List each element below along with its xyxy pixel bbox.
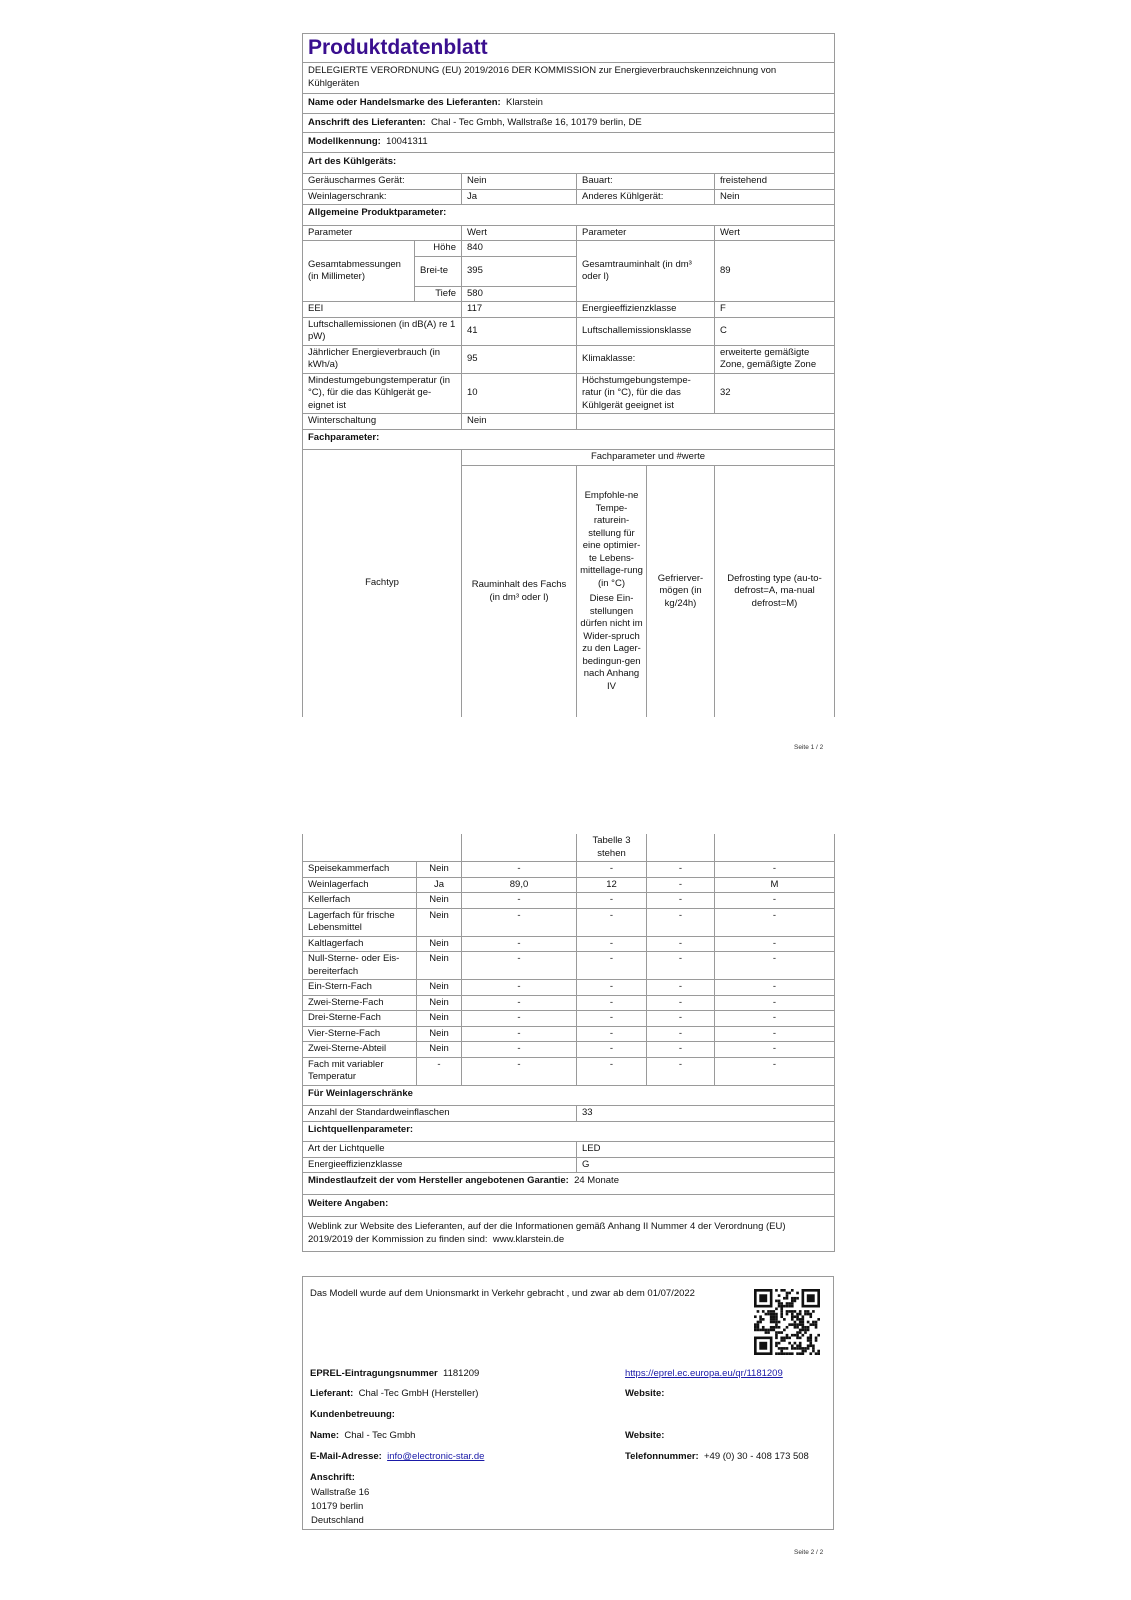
address-lines: Wallstraße 16 10179 berlin Deutschland [311,1487,370,1526]
qr-code-icon [754,1289,820,1355]
param-row: Luftschallemissionen (in dB(A) re 1 pW) 41 Luftschallemissionsklasse C [303,317,835,345]
fach-row [303,952,835,980]
eprel-row: EPREL-Eintragungsnummer 1181209 [310,1368,480,1379]
website-label: Website: [625,1388,665,1399]
wine-heading: Für Weinlagerschränke [303,1086,835,1106]
page-2 [302,834,834,1252]
wine-table: Für Weinlagerschränke Anzahl der Standardweinflaschen 33 Lichtquellenparameter: Art der Lichtquelle LED Energieeffizienzklasse G Mindestlaufzeit der vom Hersteller angebotenen Garantie: 24 Monate Weitere Angaben: Weblink zur Website des Lieferanten, auf der die Informationen gemäß Anhang II Nummer 4 der Verordnung (EU) 2019/2019 der Kommission zu finden sind: www.klarstein.de [302,1086,835,1253]
service-heading: Kundenbetreuung: [310,1409,395,1420]
model-id: 10041311 [386,136,428,147]
fach-name: Kellerfach [303,893,417,909]
fach-defrost: - [715,980,835,996]
weblink-row: Weblink zur Website des Lieferanten, auf der die Informationen gemäß Anhang II Nummer 4 der Verordnung (EU) 2019/2019 der Kommission zu finden sind: www.klarstein.de [303,1217,835,1252]
fach-row [303,908,835,936]
fach-freeze: - [647,1026,715,1042]
fach-freeze: - [647,1057,715,1085]
email-link[interactable]: info@electronic-star.de [387,1451,485,1462]
warranty-row: Mindestlaufzeit der vom Hersteller angebotenen Garantie: 24 Monate [303,1173,835,1195]
supplier-row: Lieferant: Chal -Tec GmbH (Hersteller) [310,1388,479,1399]
fach-yn: Nein [417,995,462,1011]
fach-defrost: - [715,1057,835,1085]
type-heading: Art des Kühlgeräts: [303,152,835,174]
continued-text: Tabelle 3 stehen [577,834,647,862]
further-heading: Weitere Angaben: [303,1194,835,1217]
fach-row [303,862,835,878]
fach-volume: - [462,995,577,1011]
fach-name: Drei-Sterne-Fach [303,1011,417,1027]
fach-header-table [302,450,835,717]
fach-heading: Fachparameter: [303,429,835,450]
fach-freeze: - [647,936,715,952]
light-class-value: G [577,1157,835,1173]
fach-defrost: - [715,995,835,1011]
fach-yn: Nein [417,893,462,909]
eprel-link[interactable]: https://eprel.ec.europa.eu/qr/1181209 [625,1368,783,1379]
fach-row [303,893,835,909]
fach-volume: - [462,1011,577,1027]
market-info-box [302,1276,834,1530]
fach-freeze: - [647,1011,715,1027]
market-date-text: Das Modell wurde auf dem Unionsmarkt in Verkehr gebracht , und zwar ab dem 01/07/2022 [310,1288,695,1299]
col-temp-header: Empfohle-ne Tempe-raturein-stellung für eine optimier-te Lebens-mittellage-rung (in °C) Diese Ein-stellungen dürfen nicht im Wider-spruch zu den Lager-bedingun-gen nach Anhang IV [577,466,647,718]
fachtyp-header: Fachtyp [303,450,462,717]
supplier-address-row: Anschrift des Lieferanten: Chal - Tec Gmbh, Wallstraße 16, 10179 berlin, DE [303,113,835,133]
winter-row: Winterschaltung Nein [303,414,835,430]
type-row: Weinlagerschrank: Ja Anderes Kühlgerät: Nein [303,189,835,205]
fach-name: Speisekammerfach [303,862,417,878]
fach-yn: Nein [417,1011,462,1027]
fach-name: Null-Sterne- oder Eis-bereiterfach [303,952,417,980]
phone-value: +49 (0) 30 - 408 173 508 [704,1451,809,1462]
website2-label: Website: [625,1430,665,1441]
phone-row: Telefonnummer: +49 (0) 30 - 408 173 508 [625,1451,809,1462]
fach-yn: Nein [417,1042,462,1058]
page-1 [302,33,834,717]
volume-label: Gesamtrauminhalt (in dm³ oder l) [577,241,715,302]
fach-yn: - [417,1057,462,1085]
fach-temp: - [577,893,647,909]
dimensions-table: Gesamtabmessungen (in Millimeter) Höhe 840 Gesamtrauminhalt (in dm³ oder l) 89 Brei-te 395 Tiefe 580 EEI 117 Energieeffizienzklasse F Luftschallemissionen (in dB(A) re 1 pW) 41 Luftschallemissionsklasse C Jährlicher Energieverbrauch (in kWh/a) 95 Klimaklasse: erweiterte gemäßigte Zone, gemäßigte Zone Mindestumgebungstemperatur (in °C), für die das Kühlgerät ge-eignet ist 10 Höchstumgebungstempe-ratur (in °C), für die das Kühlgerät geeignet ist 32 Winterschaltung Nein Fachparameter: [302,241,835,450]
supplier-name-row: Name oder Handelsmarke des Lieferanten: Klarstein [303,94,835,114]
fach-defrost: - [715,908,835,936]
bottles-value: 33 [577,1106,835,1122]
light-type-value: LED [577,1142,835,1158]
fach-freeze: - [647,862,715,878]
page-number: Seite 2 / 2 [794,1549,824,1556]
fach-table [302,834,835,1086]
fach-row [303,1057,835,1085]
dimensions-label: Gesamtabmessungen (in Millimeter) [303,241,415,302]
col-volume-header: Rauminhalt des Fachs (in dm³ oder l) [462,466,577,718]
fach-group-header: Fachparameter und #werte [462,450,835,466]
fach-temp: - [577,1026,647,1042]
fach-temp: - [577,995,647,1011]
fach-yn: Nein [417,862,462,878]
fach-freeze: - [647,908,715,936]
fach-volume: - [462,980,577,996]
width-value: 395 [462,256,577,286]
warranty-value: 24 Monate [574,1175,619,1186]
fach-temp: - [577,936,647,952]
fach-yn: Nein [417,980,462,996]
fach-row [303,936,835,952]
fach-name: Fach mit variabler Temperatur [303,1057,417,1085]
eprel-number: 1181209 [443,1368,480,1379]
fach-name: Ein-Stern-Fach [303,980,417,996]
param-row: Jährlicher Energieverbrauch (in kWh/a) 95 Klimaklasse: erweiterte gemäßigte Zone, gemäßigte Zone [303,345,835,373]
fach-defrost: - [715,862,835,878]
fach-temp: 12 [577,877,647,893]
fach-yn: Ja [417,877,462,893]
fach-freeze: - [647,893,715,909]
col-defrost-header: Defrosting type (au-to-defrost=A, ma-nual defrost=M) [715,466,835,718]
fach-volume: - [462,952,577,980]
fach-defrost: - [715,1026,835,1042]
fach-volume: - [462,936,577,952]
page-number: Seite 1 / 2 [794,744,824,751]
supplier-name: Klarstein [506,97,543,108]
fach-defrost: - [715,1011,835,1027]
fach-freeze: - [647,952,715,980]
fach-temp: - [577,1011,647,1027]
fach-volume: - [462,1042,577,1058]
fach-defrost: M [715,877,835,893]
height-value: 840 [462,241,577,256]
fach-row [303,995,835,1011]
fach-defrost: - [715,952,835,980]
fach-row [303,1026,835,1042]
general-heading: Allgemeine Produktparameter: [303,205,835,226]
fach-volume: - [462,1026,577,1042]
fach-temp: - [577,862,647,878]
fach-temp: - [577,1057,647,1085]
fach-defrost: - [715,893,835,909]
fach-freeze: - [647,1042,715,1058]
supplier-address: Chal - Tec Gmbh, Wallstraße 16, 10179 berlin, DE [431,116,642,128]
fach-temp: - [577,908,647,936]
fach-yn: Nein [417,908,462,936]
fach-row [303,980,835,996]
fach-yn: Nein [417,1026,462,1042]
type-row: Geräuscharmes Gerät: Nein Bauart: freistehend [303,174,835,190]
fach-volume: - [462,1057,577,1085]
fach-row [303,877,835,893]
param-row: Mindestumgebungstemperatur (in °C), für die das Kühlgerät ge-eignet ist 10 Höchstumgebungstempe-ratur (in °C), für die das Kühlgerät geeignet ist 32 [303,373,835,414]
fach-volume: - [462,893,577,909]
col-freeze-header: Gefrierver-mögen (in kg/24h) [647,466,715,718]
fach-yn: Nein [417,952,462,980]
fach-defrost: - [715,936,835,952]
fach-temp: - [577,980,647,996]
fach-row [303,1011,835,1027]
volume-value: 89 [715,241,835,302]
fach-row [303,1042,835,1058]
fach-yn: Nein [417,936,462,952]
fach-temp: - [577,952,647,980]
fach-freeze: - [647,877,715,893]
email-row: E-Mail-Adresse: info@electronic-star.de [310,1451,485,1462]
address-heading: Anschrift: [310,1472,355,1483]
fach-name: Zwei-Sterne-Fach [303,995,417,1011]
fach-name: Vier-Sterne-Fach [303,1026,417,1042]
depth-value: 580 [462,286,577,302]
col-temp-note: Diese Ein-stellungen dürfen nicht im Wider-spruch zu den Lager-bedingun-gen nach Anhang IV [580,593,643,692]
regulation-text: DELEGIERTE VERORDNUNG (EU) 2019/2016 DER KOMMISSION zur Energieverbrauchskennzeichnung von Kühlgeräten [303,63,835,94]
fach-name: Kaltlagerfach [303,936,417,952]
fach-volume: - [462,908,577,936]
page-title: Produktdatenblatt [303,34,835,63]
product-table-top [302,33,835,241]
fach-name: Weinlagerfach [303,877,417,893]
fach-volume: - [462,862,577,878]
fach-freeze: - [647,980,715,996]
light-heading: Lichtquellenparameter: [303,1121,835,1142]
param-row: EEI 117 Energieeffizienzklasse F [303,302,835,318]
fach-defrost: - [715,1042,835,1058]
fach-freeze: - [647,995,715,1011]
fach-name: Zwei-Sterne-Abteil [303,1042,417,1058]
service-name-row: Name: Chal - Tec Gmbh [310,1430,416,1441]
model-row: Modellkennung: 10041311 [303,133,835,153]
fach-volume: 89,0 [462,877,577,893]
fach-temp: - [577,1042,647,1058]
weblink[interactable]: www.klarstein.de [492,1233,565,1245]
param-header: Parameter Wert Parameter Wert [303,225,835,241]
fach-name: Lagerfach für frische Lebensmittel [303,908,417,936]
